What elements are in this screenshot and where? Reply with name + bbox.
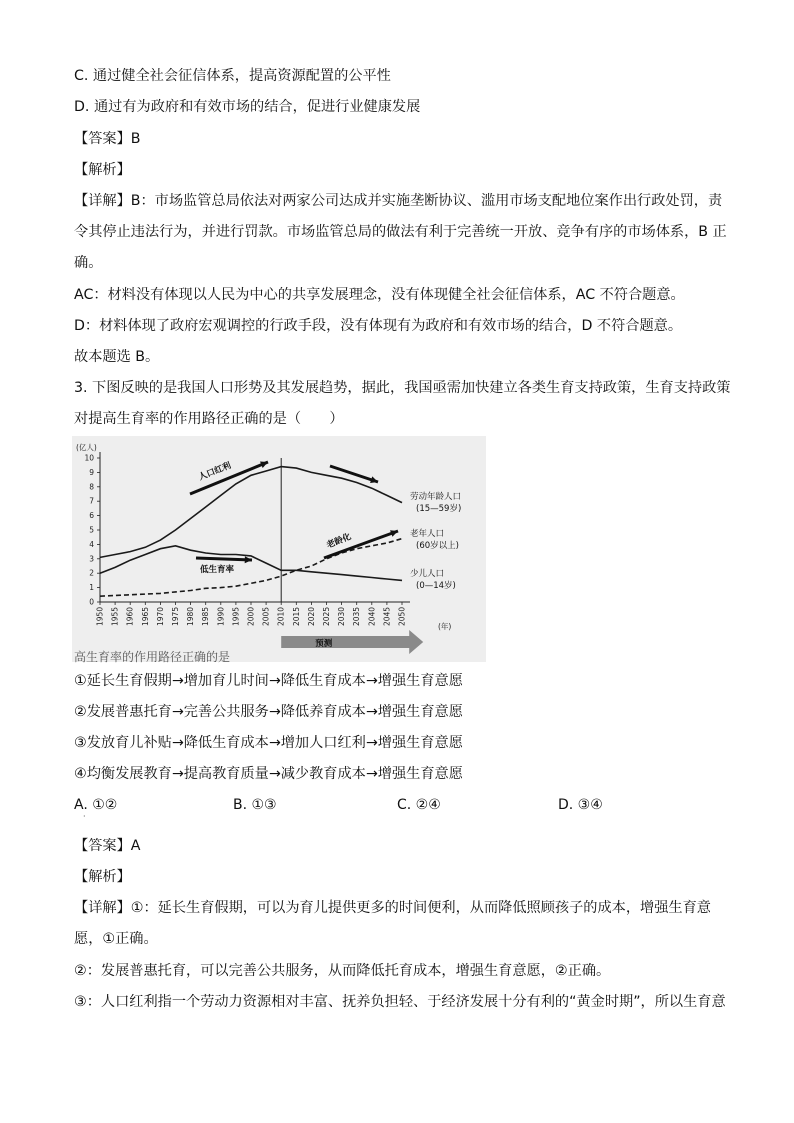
y-tick-label: 5: [89, 525, 94, 535]
x-tick-label: 1980: [186, 606, 196, 626]
y-tick-label: 0: [89, 597, 94, 607]
x-tick-label: 1950: [95, 606, 105, 626]
path-option-3: ③发放育儿补贴→降低生育成本→增加人口红利→增强生育意愿: [74, 735, 463, 751]
detail-line-1: 【详解】B：市场监管总局依法对两家公司达成并实施垄断协议、滥用市场支配地位案作出行政处罚，责: [74, 193, 723, 209]
path-option-2: ②发展普惠托育→完善公共服务→降低养育成本→增强生育意愿: [74, 704, 463, 720]
question-3-line-2: 对提高生育率的作用路径正确的是（ ）: [74, 411, 344, 427]
x-tick-label: 2035: [352, 606, 362, 626]
choice-c: C. ②④: [397, 797, 441, 813]
answer-label: 【答案】B: [74, 131, 141, 147]
detail2-line-3: ②：发展普惠托育，可以完善公共服务，从而降低托育成本，增强生育意愿，②正确。: [74, 963, 611, 979]
y-tick-label: 10: [84, 453, 94, 463]
answer-label-2: 【答案】A: [74, 838, 141, 854]
y-tick-label: 4: [89, 539, 94, 549]
option-d-line: D. 通过有为政府和有效市场的结合，促进行业健康发展: [74, 99, 421, 115]
stray-dot: ·: [83, 812, 86, 821]
detail-line-3: 确。: [74, 255, 103, 271]
path-option-1: ①延长生育假期→增加育儿时间→降低生育成本→增强生育意愿: [74, 673, 463, 689]
choice-d: D. ③④: [558, 797, 603, 813]
x-tick-label: 2020: [306, 606, 316, 626]
path-option-4: ④均衡发展教育→提高教育质量→减少教育成本→增强生育意愿: [74, 766, 463, 782]
x-axis-label: (年): [438, 622, 452, 631]
y-tick-label: 1: [89, 583, 94, 593]
series-sublabel-1: (60岁以上): [416, 541, 459, 551]
forecast-label: 预测: [315, 639, 333, 649]
analysis-label: 【解析】: [74, 162, 131, 178]
x-tick-label: 2000: [246, 606, 256, 626]
caption-bleed-text: 高生育率的作用路径正确的是: [74, 650, 231, 664]
y-tick-label: 6: [89, 511, 94, 521]
series-sublabel-2: (0—14岁): [416, 581, 456, 591]
x-tick-label: 1995: [231, 606, 241, 626]
y-tick-label: 3: [89, 554, 94, 564]
x-tick-label: 1955: [110, 606, 120, 626]
series-sublabel-0: (15—59岁): [416, 504, 462, 514]
forecast-arrow: [281, 630, 423, 654]
analysis-label-2: 【解析】: [74, 869, 131, 885]
population-chart: [72, 436, 486, 662]
arrow-aging-head: [390, 530, 398, 537]
y-tick-label: 8: [89, 482, 94, 492]
x-tick-label: 2025: [322, 606, 331, 626]
x-tick-label: 2010: [276, 606, 286, 626]
x-tick-label: 2040: [367, 606, 377, 626]
arrow-low-fertility: [196, 558, 252, 560]
detail-line-6: 故本题选 B。: [74, 349, 160, 365]
detail-line-4: AC：材料没有体现以人民为中心的共享发展理念，没有体现健全社会征信体系，AC 不符合题意。: [74, 287, 685, 303]
x-tick-label: 1960: [125, 606, 135, 626]
y-axis-label: (亿人): [76, 443, 97, 452]
option-c-line: C. 通过健全社会征信体系，提高资源配置的公平性: [74, 68, 391, 84]
x-tick-label: 1965: [140, 606, 150, 626]
detail2-line-2: 愿，①正确。: [74, 931, 158, 947]
choice-a: A. ①②: [74, 797, 118, 813]
x-tick-label: 1990: [216, 606, 226, 626]
series-line-0: [100, 467, 402, 558]
arrow-workforce-decline: [330, 466, 378, 482]
detail2-line-1: 【详解】①：延长生育假期，可以为育儿提供更多的时间便利，从而降低照顾孩子的成本，增强生育意: [74, 900, 711, 916]
question-3-line-1: 3. 下图反映的是我国人口形势及其发展趋势，据此，我国亟需加快建立各类生育支持政策，生育支持政策: [74, 380, 731, 396]
x-tick-label: 2045: [382, 606, 392, 626]
x-tick-label: 2005: [261, 606, 271, 626]
x-tick-label: 1985: [201, 606, 211, 626]
x-tick-label: 2050: [397, 606, 407, 626]
annotation-aging: 老龄化: [325, 531, 353, 551]
y-tick-label: 9: [89, 467, 94, 477]
annotation-low-fertility: 低生育率: [200, 565, 235, 575]
series-label-1: 老年人口: [410, 529, 445, 539]
detail-line-2: 令其停止违法行为，并进行罚款。市场监管总局的做法有利于完善统一开放、竞争有序的市场体系，B 正: [74, 224, 727, 240]
x-tick-label: 1975: [171, 606, 180, 626]
population-chart-svg: [72, 436, 486, 662]
series-line-2: [100, 546, 402, 581]
series-label-2: 少儿人口: [410, 569, 445, 579]
arrow-workforce-decline-head: [370, 476, 378, 483]
series-label-0: 劳动年龄人口: [410, 492, 462, 502]
x-tick-label: 2030: [337, 606, 347, 626]
y-tick-label: 2: [89, 568, 94, 578]
x-tick-label: 1970: [155, 606, 165, 626]
choice-b: B. ①③: [233, 797, 277, 813]
y-tick-label: 7: [89, 496, 94, 506]
detail-line-5: D：材料体现了政府宏观调控的行政手段，没有体现有为政府和有效市场的结合，D 不符合题意。: [74, 318, 683, 334]
annotation-dividend: 人口红利: [197, 460, 233, 483]
detail2-line-4: ③：人口红利指一个劳动力资源相对丰富、抚养负担轻、于经济发展十分有利的“黄金时期”，所以生育意: [74, 994, 726, 1010]
arrow-low-fertility-head: [245, 556, 252, 563]
x-tick-label: 2015: [291, 606, 301, 626]
